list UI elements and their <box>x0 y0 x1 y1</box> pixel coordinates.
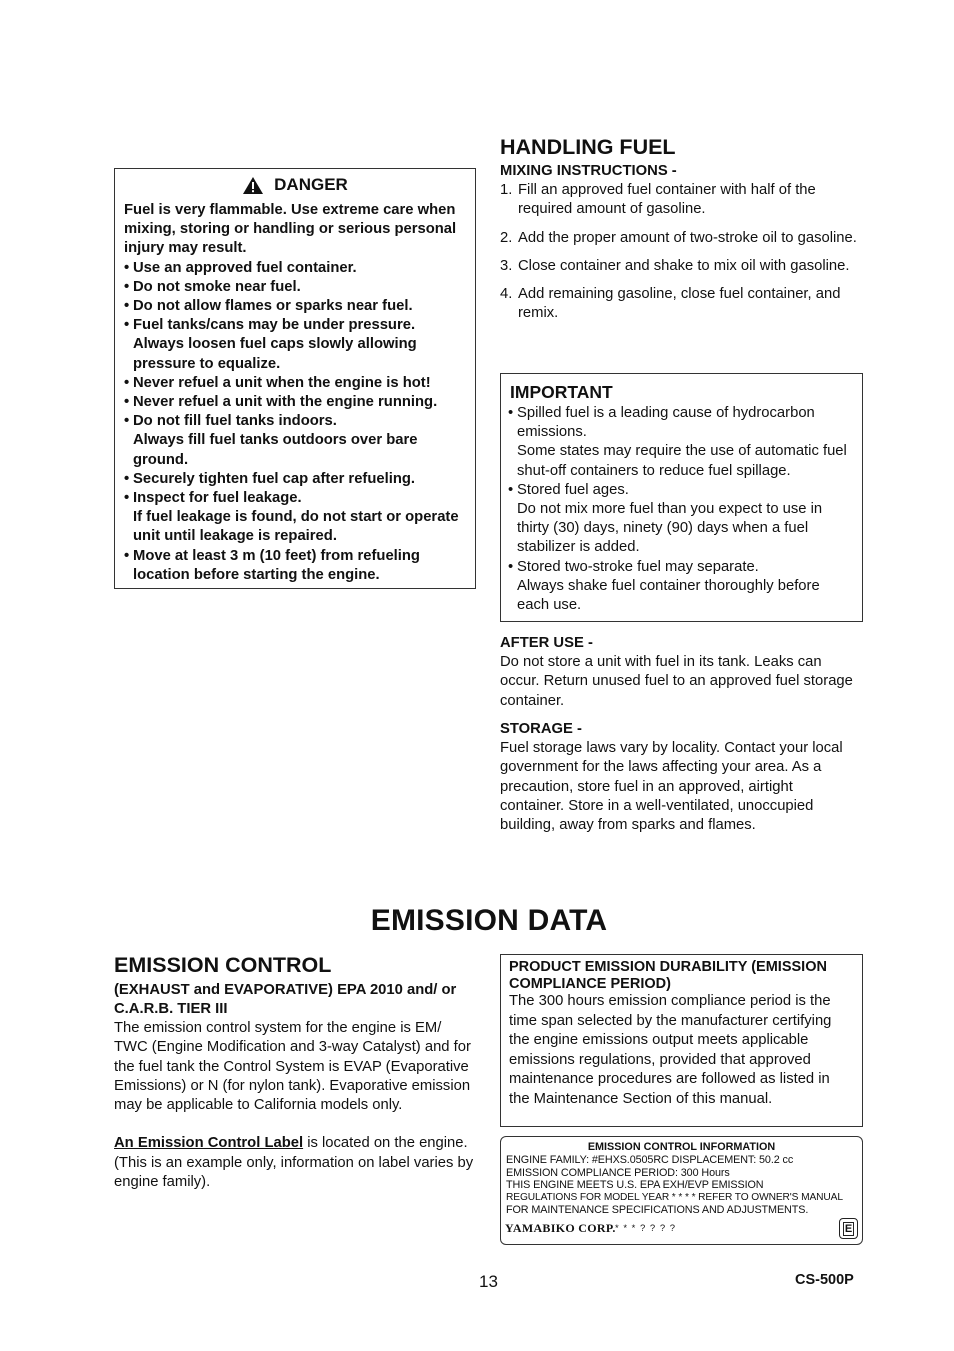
storage-text: Fuel storage laws vary by locality. Contact your local government for the laws affecting your area. As a precaution, store fuel in an approved, airtight container. Store in a well-ventilated, unoccupied building, away from sparks and flames. <box>500 740 843 834</box>
important-list <box>508 404 854 615</box>
emission-control-section <box>114 953 476 1192</box>
emission-control-subtitle: (EXHAUST and EVAPORATIVE) EPA 2010 and/ or C.A.R.B. TIER III <box>114 982 457 1017</box>
important-box <box>500 373 863 622</box>
list-item: • Do not smoke near fuel. <box>124 278 467 297</box>
handling-fuel-title: HANDLING FUEL <box>500 135 676 159</box>
list-item: • Stored two-stroke fuel may separate. Always shake fuel container thoroughly before each use. <box>508 558 854 616</box>
list-item: 3. Close container and shake to mix oil with gasoline. <box>500 257 850 274</box>
label-title: EMISSION CONTROL INFORMATION <box>587 1141 776 1153</box>
list-item: • Never refuel a unit when the engine is hot! <box>124 374 467 393</box>
list-item: • Never refuel a unit with the engine running. <box>124 393 467 412</box>
label-line: THIS ENGINE MEETS U.S. EPA EXH/EVP EMISSION <box>506 1179 764 1192</box>
list-item: • Securely tighten fuel cap after refueling. <box>124 470 467 489</box>
list-item: • Inspect for fuel leakage. If fuel leakage is found, do not start or operate unit until leakage is repaired. <box>124 489 467 547</box>
list-item: • Move at least 3 m (10 feet) from refueling location before starting the engine. <box>124 547 467 585</box>
label-corp: YAMABIKO CORP. <box>505 1221 616 1235</box>
emission-label-note: An Emission Control Label is located on the engine. (This is an example only, information on label varies by engine family). <box>114 1135 474 1191</box>
important-body <box>508 404 854 615</box>
emission-label-example <box>500 1136 863 1245</box>
durability-box <box>500 954 863 1127</box>
label-line: REGULATIONS FOR MODEL YEAR * * * * REFER TO OWNER'S MANUAL <box>506 1191 843 1203</box>
label-line: FOR MAINTENANCE SPECIFICATIONS AND ADJUSTMENTS. <box>506 1204 809 1217</box>
list-item: • Spilled fuel is a leading cause of hydrocarbon emissions. Some states may require the use of automatic fuel shut-off containers to reduce fuel spillage. <box>508 404 854 481</box>
label-line: ENGINE FAMILY: #EHXS.0505RC DISPLACEMENT: 50.2 cc <box>506 1154 794 1166</box>
after-use-text: Do not store a unit with fuel in its tank. Leaks can occur. Return unused fuel to an approved fuel storage container. <box>500 654 853 709</box>
emission-control-text: The emission control system for the engine is EM/ TWC (Engine Modification and 3-way Catalyst) and for the fuel tank the Control System is EVAP (Evaporative Emissions) or N (for nylon tank). Evaporative emission may be applicable to California models only. <box>114 1020 471 1114</box>
after-use-section <box>500 634 860 711</box>
warning-icon <box>242 176 264 195</box>
danger-body <box>124 201 467 585</box>
after-use-label: AFTER USE - <box>500 635 593 651</box>
mixing-instructions-label: MIXING INSTRUCTIONS - <box>500 163 677 179</box>
list-item: • Stored fuel ages. Do not mix more fuel than you expect to use in thirty (30) days, ninety (90) days when a fuel stabilizer is added. <box>508 481 854 558</box>
handling-fuel-section <box>500 135 865 333</box>
danger-title: DANGER <box>274 175 348 194</box>
model-name: CS-500P <box>795 1272 854 1288</box>
page-title: EMISSION DATA <box>370 904 608 937</box>
danger-header <box>115 174 475 196</box>
emission-control-title: EMISSION CONTROL <box>114 953 332 977</box>
danger-box <box>114 168 476 589</box>
list-item: • Do not allow flames or sparks near fuel. <box>124 297 467 316</box>
important-title: IMPORTANT <box>510 382 613 402</box>
list-item: • Fuel tanks/cans may be under pressure. Always loosen fuel caps slowly allowing pressure to equalize. <box>124 316 467 374</box>
storage-section <box>500 720 860 835</box>
list-item: 2. Add the proper amount of two-stroke oil to gasoline. <box>500 229 857 246</box>
storage-label: STORAGE - <box>500 721 582 737</box>
mixing-steps <box>500 181 865 324</box>
list-item: • Use an approved fuel container. <box>124 259 467 278</box>
danger-list <box>124 259 467 585</box>
list-item: • Do not fill fuel tanks indoors. Always fill fuel tanks outdoors over bare ground. <box>124 412 467 470</box>
durability-title: PRODUCT EMISSION DURABILITY (EMISSION COMPLIANCE PERIOD) <box>509 959 827 992</box>
label-code: * * * ? ? ? ? <box>615 1223 677 1234</box>
label-lines <box>506 1154 859 1217</box>
label-line: EMISSION COMPLIANCE PERIOD: 300 Hours <box>506 1166 730 1179</box>
list-item: 1. Fill an approved fuel container with half of the required amount of gasoline. <box>500 182 816 218</box>
emission-label-link: An Emission Control Label <box>114 1135 304 1152</box>
e-badge-icon: E <box>839 1218 858 1239</box>
durability-text: The 300 hours emission compliance period is the time span selected by the manufacturer certifying the engine emissions output meets applicable emissions regulations, provided that approved maintenance procedures are followed as listed in the Maintenance Section of this manual. <box>509 993 832 1107</box>
page-number: 13 <box>479 1272 498 1291</box>
list-item: 4. Add remaining gasoline, close fuel container, and remix. <box>500 286 841 322</box>
danger-intro: Fuel is very flammable. Use extreme care when mixing, storing or handling or serious personal injury may result. <box>124 202 457 257</box>
